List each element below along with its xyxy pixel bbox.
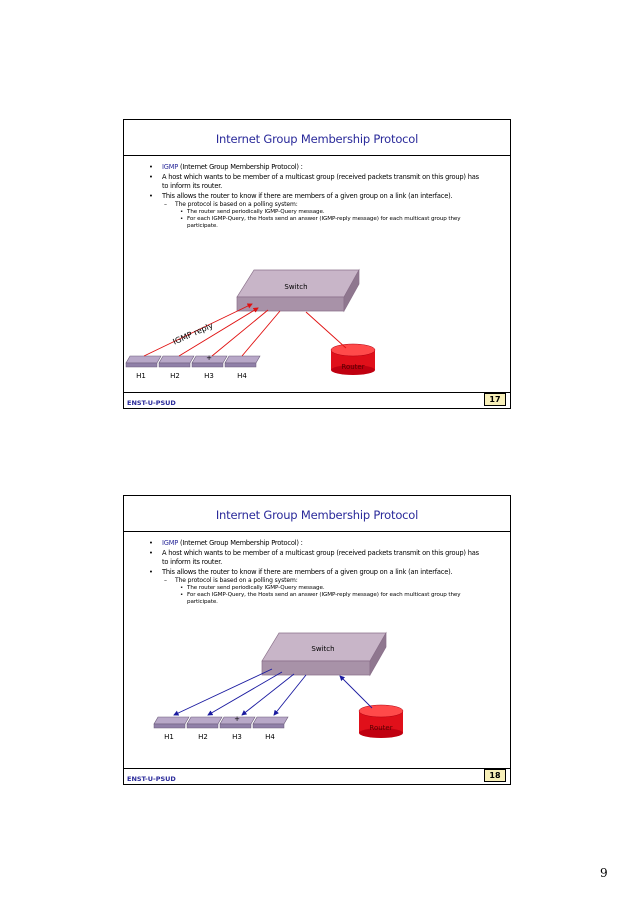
footer-institution: ENST-U-PSUD — [127, 775, 176, 783]
footer-divider — [124, 392, 510, 393]
router-label: Router — [369, 724, 393, 732]
slide-title: Internet Group Membership Protocol — [215, 132, 419, 146]
sub-bullet-query: • The router send periodically IGMP-Query message. — [147, 209, 487, 216]
host-label-h4: H4 — [237, 372, 247, 380]
slide-17 — [123, 119, 511, 409]
host-h1 — [154, 717, 189, 728]
host-h4 — [225, 356, 260, 367]
host-label-h1: H1 — [136, 372, 146, 380]
bullet-text: This allows the router to know if there are members of a given group on a link (an interface). — [162, 191, 453, 200]
bullet-text: This allows the router to know if there are members of a given group on a link (an interface). — [162, 567, 453, 576]
host-label-h2: H2 — [198, 733, 208, 741]
slide-number: 18 — [484, 769, 506, 782]
igmp-reply-label: IGMP reply — [171, 320, 215, 347]
sub-bullet-query: • The router send periodically IGMP-Query message. — [147, 585, 487, 592]
bullet-text: (Internet Group Membership Protocol) : — [178, 162, 303, 171]
bullet-text: (Internet Group Membership Protocol) : — [178, 538, 303, 547]
host-label-h4: H4 — [265, 733, 275, 741]
query-arrow-h1 — [174, 669, 272, 715]
host-h4 — [253, 717, 288, 728]
host-label-h2: H2 — [170, 372, 180, 380]
switch-label: Switch — [311, 645, 335, 653]
router-link — [306, 312, 346, 348]
igmp-query-diagram — [124, 496, 512, 786]
host-label-h3: H3 — [204, 372, 214, 380]
switch-device — [237, 270, 359, 311]
igmp-term: IGMP — [162, 538, 179, 547]
sub-bullet-reply: • For each IGMP-Query, the Hosts send an answer (IGMP-reply message) for each multicast group they participate. — [147, 216, 487, 230]
switch-label: Switch — [284, 283, 308, 291]
reply-arrow-h4 — [242, 311, 280, 356]
member-marker: + — [206, 354, 212, 362]
slide-title: Internet Group Membership Protocol — [215, 508, 419, 522]
dash-polling: – The protocol is based on a polling system: — [147, 201, 487, 209]
slide-number: 17 — [484, 393, 506, 406]
query-arrow-h4 — [274, 675, 306, 715]
dash-polling: – The protocol is based on a polling system: — [147, 577, 487, 585]
host-h1 — [126, 356, 161, 367]
igmp-term: IGMP — [162, 162, 179, 171]
bullet-text: A host which wants to be member of a multicast group (received packets transmit on this group) has to inform its router. — [162, 172, 479, 190]
switch-device — [262, 633, 386, 675]
page-number: 9 — [600, 866, 608, 880]
router-device — [331, 344, 375, 375]
member-marker: + — [234, 715, 240, 723]
host-h2 — [159, 356, 194, 367]
router-label: Router — [341, 363, 365, 371]
footer-institution: ENST-U-PSUD — [127, 399, 176, 407]
query-arrow-router — [340, 676, 372, 708]
bullet-text: A host which wants to be member of a multicast group (received packets transmit on this group) has to inform its router. — [162, 548, 479, 566]
host-h2 — [187, 717, 222, 728]
host-label-h3: H3 — [232, 733, 242, 741]
router-device — [359, 705, 403, 738]
host-h3 — [220, 715, 255, 728]
host-h3 — [192, 354, 227, 367]
sub-bullet-reply: • For each IGMP-Query, the Hosts send an answer (IGMP-reply message) for each multicast group they participate. — [147, 592, 487, 606]
slide-18 — [123, 495, 511, 785]
host-label-h1: H1 — [164, 733, 174, 741]
reply-arrow-h3 — [212, 310, 268, 356]
igmp-reply-diagram — [124, 120, 512, 410]
footer-divider — [124, 768, 510, 769]
